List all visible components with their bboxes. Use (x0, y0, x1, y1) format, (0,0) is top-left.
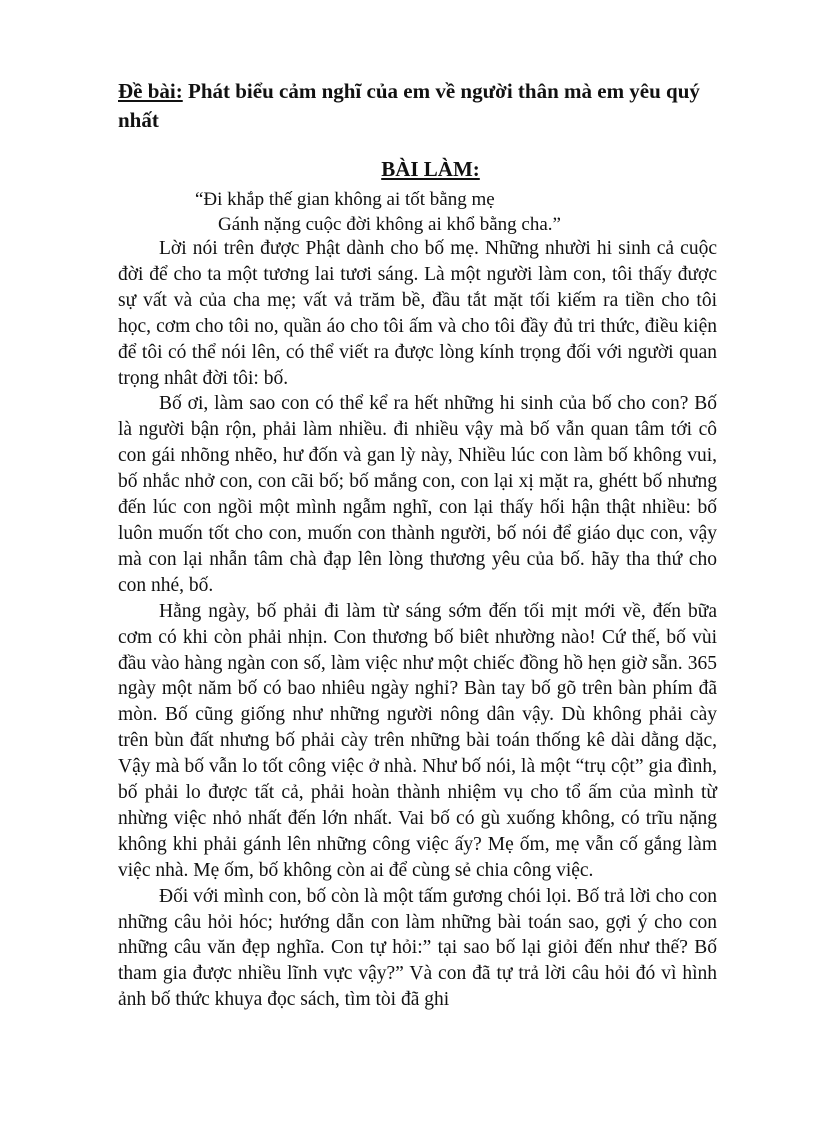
assignment-prompt: Phát biểu cảm nghĩ của em về người thân mà em yêu quý nhất (118, 79, 700, 132)
essay-heading (0, 156, 816, 182)
essay-body (118, 236, 717, 1013)
poem-line-2: Gánh nặng cuộc đời không ai khổ bằng cha.” (218, 214, 561, 235)
paragraph-4: Đối với mình con, bố còn là một tấm gương chói lọi. Bố trả lời cho con những câu hỏi hóc; hướng dẫn con làm những bài toán sao, gợi ý cho con những câu văn đẹp nghĩa. Con tự hỏi:” tại sao bố lại giỏi đến như thế? Bố tham gia được nhiều lĩnh vực vậy?” Và con đã tự trả lời câu hỏi đó vì hình ảnh bố thức khuya đọc sách, tìm tòi đã ghi (118, 885, 717, 1011)
assignment-label: Đề bài: (118, 79, 183, 103)
paragraph-3: Hằng ngày, bố phải đi làm từ sáng sớm đến tối mịt mới về, đến bữa cơm có khi còn phải nhịn. Con thương bố biêt nhường nào! Cứ thế, bố vùi đầu vào hàng ngàn con số, làm việc như một chiếc đồng hồ hẹn giờ sẵn. 365 ngày một năm bố có bao nhiêu ngày nghỉ? Bàn tay bố gõ trên bàn phím đã mòn. Bố cũng giống như những người nông dân vậy. Dù không phải cày trên bùn đất nhưng bố phải cày trên những bài toán thống kê dài dằng dặc, Vậy mà bố vẫn lo tốt công việc ở nhà. Như bố nói, là một “trụ cột” gia đình, bố phải lo được tất cả, phải hoàn thành nhiệm vụ cho tổ ấm của mình từ nhừng việc nhỏ nhất đến lớn nhất. Vai bố có gù xuống không, có trĩu nặng không khi phải gánh lên những công việc ấy? Mẹ ốm, mẹ vẫn cố gắng làm việc nhà. Mẹ ốm, bố không còn ai để cùng sẻ chia công việc. (118, 600, 717, 881)
assignment-title (118, 77, 718, 135)
essay-heading-text: BÀI LÀM: (381, 157, 480, 181)
paragraph-1: Lời nói trên được Phật dành cho bố mẹ. Những nhười hi sinh cả cuộc đời để cho ta một tương lai tươi sáng. Là một người làm con, tôi thấy được sự vất và của cha mẹ; vất vả trăm bề, đầu tắt mặt tối kiếm ra tiền cho tôi học, cơm cho tôi no, quần áo cho tôi ấm và cho tôi đầy đủ tri thức, điều kiện để tôi có thể nói lên, có thể viết ra được lòng kính trọng đối với người quan trọng nhât đời tôi: bố. (118, 238, 717, 389)
poem-line-1: “Đi khắp thế gian không ai tốt bằng mẹ (195, 189, 495, 210)
paragraph-2: Bố ơi, làm sao con có thể kể ra hết những hi sinh của bố cho con? Bố là người bận rộn, phải làm nhiều. đi nhiều vậy mà bố vẫn quan tâm tới cô con gái nhõng nhẽo, hư đốn và gan lỳ này, Nhiều lúc con làm bố không vui, bố nhắc nhở con, con cãi bố; bố mắng con, con lại xị mặt ra, ghétt bố nhưng đến lúc con ngồi một mình ngẫm nghĩ, con lại thấy hối hận thật nhiều: bố luôn muốn tốt cho con, muốn con thành người, bố nói để giáo dục con, vậy mà con lại nhẫn tâm chà đạp lên lòng thương yêu của bố. hãy tha thứ cho con nhé, bố. (118, 393, 717, 596)
